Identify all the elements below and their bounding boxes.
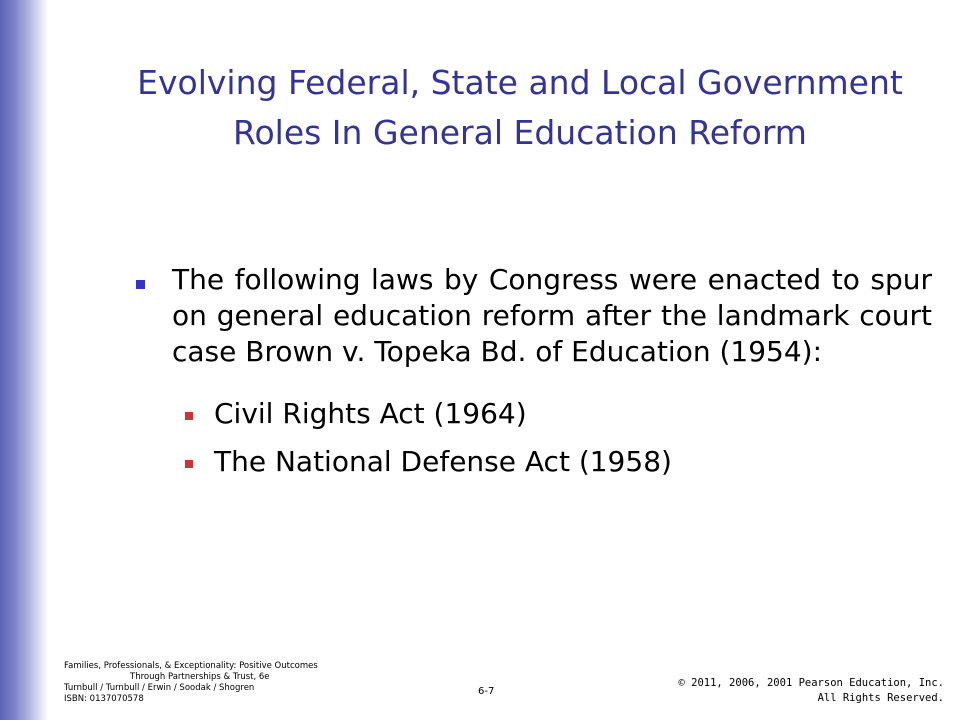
main-bullet-text: The following laws by Congress were enacted to spur on general education reform after the landmark court case Brown v. Topeka Bd. of Education (1954):: [172, 263, 932, 368]
rights-line: All Rights Reserved.: [817, 692, 944, 704]
copyright-notice: [678, 676, 944, 706]
square-bullet-icon: [185, 460, 193, 468]
square-bullet-icon: [136, 280, 145, 289]
sub-bullet-text: Civil Rights Act (1964): [214, 397, 527, 430]
slide-title: Evolving Federal, State and Local Government Roles In General Education Reform: [137, 63, 903, 152]
book-title-line1: Families, Professionals, & Exceptionality: Positive Outcomes: [64, 661, 318, 671]
left-decorative-band: [0, 0, 48, 720]
book-citation: [64, 661, 364, 705]
copyright-line: © 2011, 2006, 2001 Pearson Education, Inc.: [678, 677, 944, 689]
sub-bullet-national-defense: [132, 444, 932, 480]
page-number: 6-7: [478, 686, 495, 697]
book-title-line2: Through Partnerships & Trust, 6e: [130, 672, 270, 682]
main-bullet: [132, 262, 932, 370]
book-isbn: ISBN: 0137070578: [64, 694, 144, 704]
square-bullet-icon: [185, 412, 193, 420]
slide-body: [132, 262, 932, 480]
sub-bullet-text: The National Defense Act (1958): [214, 445, 672, 478]
book-authors: Turnbull / Turnbull / Erwin / Soodak / Shogren: [64, 683, 255, 693]
sub-bullet-civil-rights: [132, 396, 932, 432]
